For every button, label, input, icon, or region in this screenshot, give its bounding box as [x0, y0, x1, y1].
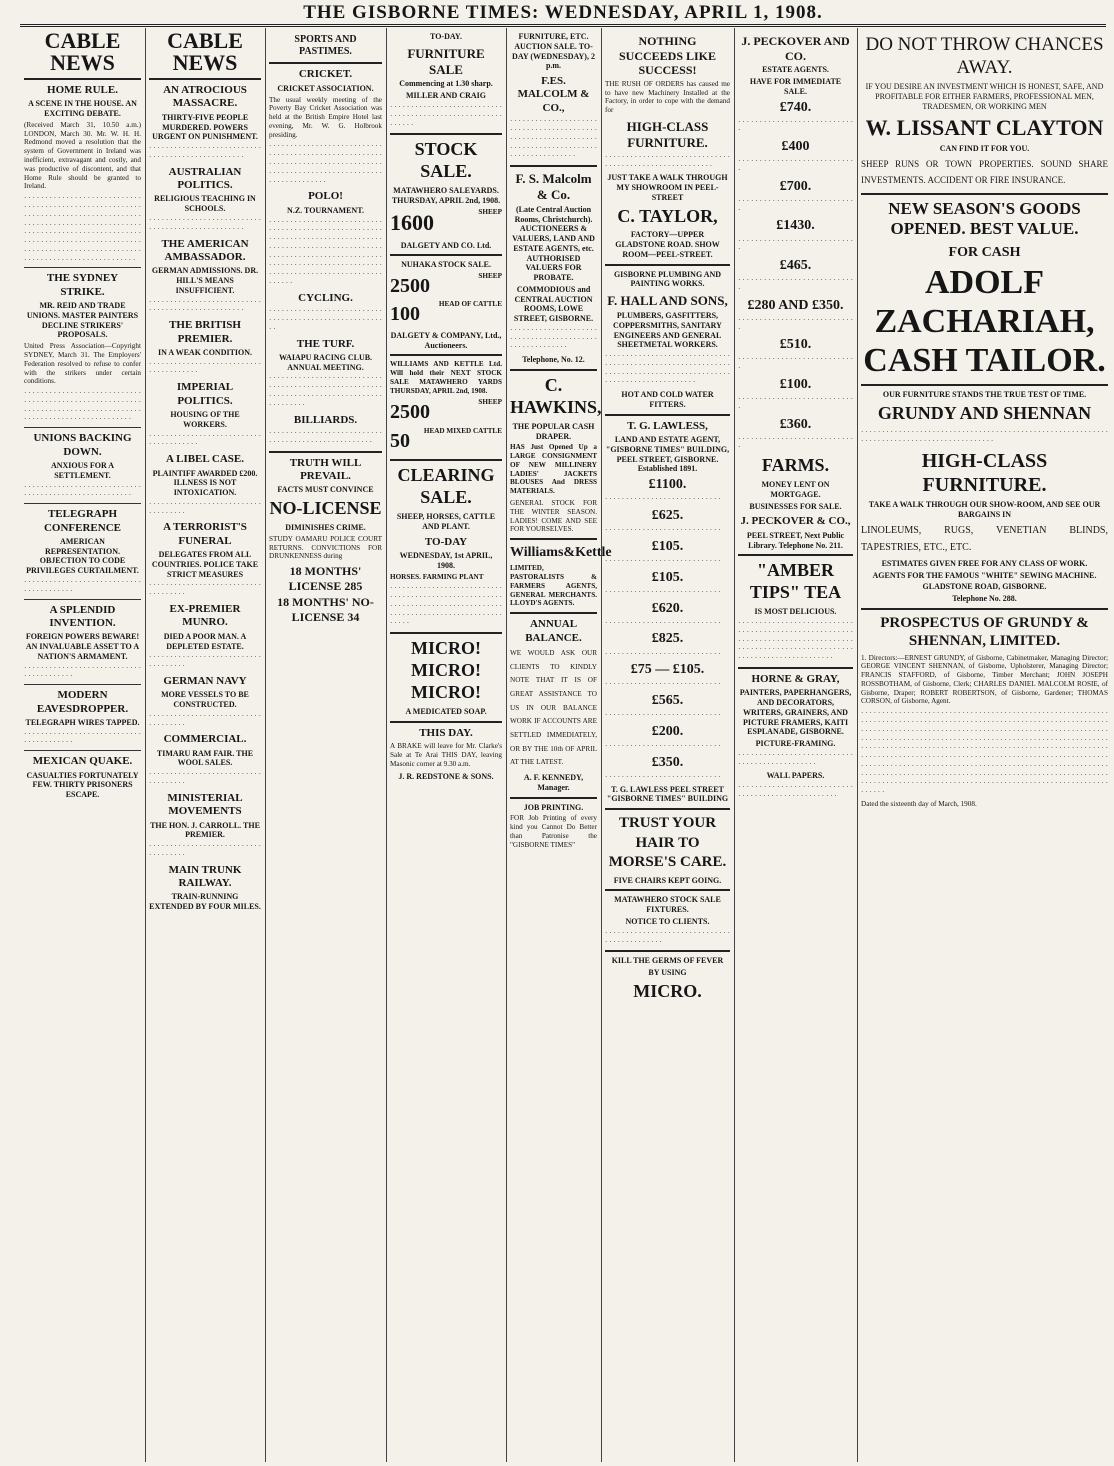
ad-headline: NUHAKA STOCK SALE. — [401, 260, 491, 270]
ad-subhead: PICTURE-FRAMING. — [755, 739, 836, 749]
column-rule — [601, 28, 602, 1462]
ad-number: 2500 — [390, 401, 430, 424]
article-headline: COMMERCIAL. — [163, 733, 247, 746]
ad-subhead: NOTICE TO CLIENTS. — [625, 916, 710, 926]
ad-stat: 18 MONTHS' LICENSE 285 — [288, 564, 363, 593]
ad-kicker: GISBORNE PLUMBING AND PAINTING WORKS. — [613, 269, 722, 289]
property-price: £510. — [779, 337, 812, 353]
article-headline: MEXICAN QUAKE. — [32, 755, 133, 768]
ad-body: 1. Directors:—ERNEST GRUNDY, of Gisborne, Cabinetmaker, Managing Director; GEORGE VINCENT SHENNAN, of Gisborne, Upholsterer, Managing Director; FRANCIS STAFFORD, of Gisborne, Timber Merchant; JOHN JOSEPH ROSSBOTHAM, of Gisborne, Clerk; CHARLES DANIEL MALCOLM ROSIE, of Gisborne, Draper; ROBERT ROBERTSON, of Gisborne, Gardener; THOMAS CORSON, of Gisborne, Agent. — [861, 653, 1108, 706]
ad-firm: GRUNDY AND SHENNAN — [877, 403, 1092, 424]
ad-kicker: OUR FURNITURE STANDS THE TRUE TEST OF TIME. — [882, 390, 1087, 400]
article-subhead: THE HON. J. CARROLL. THE PREMIER. — [150, 820, 260, 840]
column-rule — [265, 28, 266, 1462]
listing-filler: · · · · · · · · · · · · · · · · · · · · · · · · · · · · — [738, 157, 853, 174]
property-price: £360. — [779, 416, 812, 432]
section-banner: CABLE NEWS — [44, 28, 121, 75]
ad-subhead: CAN FIND IT FOR YOU. — [939, 144, 1030, 154]
article-subhead: TRAIN-RUNNING EXTENDED BY FOUR MILES. — [149, 892, 261, 912]
listing-filler: · · · · · · · · · · · · · · · · · · · · · · · · · · · · — [738, 434, 853, 452]
article-headline: MINISTERIAL MOVEMENTS — [167, 791, 243, 818]
article-subhead: ANXIOUS FOR A SETTLEMENT. — [50, 461, 115, 480]
listing-filler: · · · · · · · · · · · · · · · · · · · · · · · · · · · · — [738, 196, 853, 214]
article-subhead: N.Z. TOURNAMENT. — [287, 205, 364, 215]
ad-subhead: BY USING — [648, 968, 687, 978]
ad-firm: DALGETY AND CO. Ltd. — [400, 240, 492, 250]
column-3: SPORTS AND PASTIMES. CRICKET. CRICKET ASSOCIATION. The usual weekly meeting of the Poverty Bay Cricket Association was held at the British Empire Hotel last evening, Mr. W. G. Holbrook presiding. · · · · · · · · · · · · · · · · · · · · · · · · · · · · · · · · · · · · · · · · · · · · · · · · · · · · · · · · · · · · · · · · · · · · · · · · · · · · · · · · · · · · · · · · · · · · · · · · · · · · · · · · · · · · · · · · · · · · · · · · · · POLO! N.Z. TOURNAMENT. · · · · · · · · · · · · · · · · · · · · · · · · · · · · · · · · · · · · · · · · · · · · · · · · · · · · · · · · · · · · · · · · · · · · · · · · · · · · · · · · · · · · · · · · · · · · · · · · · · · · · · · · · · · · · · · · · · · · · · · · · · · · · · · · · · · · · · · · · · · · · · · · · · · · · · · · · · · · · · · · · · · · · · · · · · · · · · · · · · · · · · · · · · · · · · · · · · · CYCLING. · · · · · · · · · · · · · · · · · · · · · · · · · · · · · · · · · · · · · · · · · · · · · · · · · · · · · · · · THE TURF. WAIAPU RACING CLUB. ANNUAL MEETING. · · · · · · · · · · · · · · · · · · · · · · · · · · · · · · · · · · · · · · · · · · · · · · · · · · · · · · · · · · · · · · · · · · · · · · · · · · · · · · · · · · · · · · · · · · BILLIARDS. · · · · · · · · · · · · · · · · · · · · · · · · · · · · · · · · · · · · · · · · · · · · · · · · · · · · TRUTH WILL PREVAIL. FACTS MUST CONVINCE NO-LICENSE DIMINISHES CRIME. STUDY OAMARU POLICE COURT RETURNS. CONVICTIONS FOR DRUNKENNESS during 18 MONTHS' LICENSE 285 18 MONTHS' NO-LICENSE 34 — [269, 34, 382, 624]
ad-body: HAS Just Opened Up a LARGE CONSIGNMENT OF NEW MILLINERY LADIES' JACKETS BLOUSES And DRESS MATERIALS. — [510, 443, 597, 496]
article-subhead: IN A WEAK CONDITION. — [157, 347, 253, 357]
listing-filler: · · · · · · · · · · · · · · · · · · · · · · · · · · · · — [738, 355, 853, 373]
ad-firm: J. PECKOVER & CO., — [740, 515, 851, 528]
ad-subhead: JUST TAKE A WALK THROUGH MY SHOWROOM IN PEEL-STREET — [607, 173, 728, 202]
column-2: CABLE NEWS AN ATROCIOUS MASSACRE. THIRTY-FIVE PEOPLE MURDERED. POWERS URGENT ON PUNISHMENT. · · · · · · · · · · · · · · · · · · · · · · · · · · · · · · · · · · · · · · · · · · · · · · · · · · AUSTRALIAN POLITICS. RELIGIOUS TEACHING IN SCHOOLS. · · · · · · · · · · · · · · · · · · · · · · · · · · · · · · · · · · · · · · · · · · · · · · · · · · THE AMERICAN AMBASSADOR. GERMAN ADMISSIONS. DR. HILL'S MEANS INSUFFICIENT. · · · · · · · · · · · · · · · · · · · · · · · · · · · · · · · · · · · · · · · · · · · · · · · · · · THE BRITISH PREMIER. IN A WEAK CONDITION. · · · · · · · · · · · · · · · · · · · · · · · · · · · · · · · · · · · · · · · IMPERIAL POLITICS. HOUSING OF THE WORKERS. · · · · · · · · · · · · · · · · · · · · · · · · · · · · · · · · · · · · · · · A LIBEL CASE. PLAINTIFF AWARDED £200. ILLNESS IS NOT INTOXICATION. · · · · · · · · · · · · · · · · · · · · · · · · · · · · · · · · · · · · A TERRORIST'S FUNERAL DELEGATES FROM ALL COUNTRIES. POLICE TAKE STRICT MEASURES · · · · · · · · · · · · · · · · · · · · · · · · · · · · · · · · · · · · EX-PREMIER MUNRO. DIED A POOR MAN. A DEPLETED ESTATE. · · · · · · · · · · · · · · · · · · · · · · · · · · · · · · · · · · · · GERMAN NAVY MORE VESSELS TO BE CONSTRUCTED. · · · · · · · · · · · · · · · · · · · · · · · · · · · · · · · · · · · · COMMERCIAL. TIMARU RAM FAIR. THE WOOL SALES. · · · · · · · · · · · · · · · · · · · · · · · · · · · · · · · · · · · · MINISTERIAL MOVEMENTS THE HON. J. CARROLL. THE PREMIER. · · · · · · · · · · · · · · · · · · · · · · · · · · · · · · · · · · · · MAIN TRUNK RAILWAY. TRAIN-RUNNING EXTENDED BY FOUR MILES. — [149, 28, 261, 912]
article-headline: THE SYDNEY STRIKE. — [46, 272, 119, 298]
ad-firm: J. R. REDSTONE & SONS. — [398, 771, 494, 781]
ad-headline: THIS DAY. — [419, 726, 473, 739]
ad-headline: T. G. LAWLESS, — [627, 419, 708, 432]
ad-firm: C. TAYLOR, — [617, 205, 718, 226]
ad-phone: Telephone No. 288. — [952, 594, 1017, 604]
listing-filler: · · · · · · · · · · · · · · · · · · · · · · · · · · · · — [605, 742, 721, 751]
listing-filler: · · · · · · · · · · · · · · · · · · · · · · · · · · · · — [605, 680, 721, 689]
ad-subhead: IF YOU DESIRE AN INVESTMENT WHICH IS HONEST, SAFE, AND PROFITABLE FOR EITHER FARMERS, PROFESSIONAL MEN, TRADESMEN, OR WORKING MEN — [865, 82, 1104, 111]
article-subhead: AMERICAN REPRESENTATION. OBJECTION TO CODE PRIVILEGES CURTAILMENT. — [26, 536, 139, 576]
ad-body: A BRAKE will leave for Mr. Clarke's Sale at Te Arai THIS DAY, leaving Masonic corner at 9.30 a.m. — [390, 742, 502, 768]
listing-filler: · · · · · · · · · · · · · · · · · · · · · · · · · · · · — [738, 276, 853, 293]
ad-subhead: HOT AND COLD WATER FITTERS. — [621, 390, 714, 409]
ad-subhead: MONEY LENT ON MORTGAGE. — [761, 480, 830, 499]
ad-headline: DO NOT THROW CHANCES AWAY. — [865, 34, 1104, 79]
ad-headline: TRUST YOUR HAIR TO MORSE'S CARE. — [608, 815, 727, 871]
ad-number: 100 — [390, 303, 420, 326]
ad-subhead: MATAWHERO SALEYARDS. THURSDAY, APRIL 2nd, 1908. — [391, 186, 501, 205]
ad-subhead: FIVE CHAIRS KEPT GOING. — [613, 875, 722, 885]
column-8: DO NOT THROW CHANCES AWAY. IF YOU DESIRE AN INVESTMENT WHICH IS HONEST, SAFE, AND PROFITABLE FOR EITHER FARMERS, PROFESSIONAL MEN, TRADESMEN, OR WORKING MEN W. LISSANT CLAYTON CAN FIND IT FOR YOU. SHEEP RUNS OR TOWN PROPERTIES. SOUND SHARE INVESTMENTS. ACCIDENT OR FIRE INSURANCE. NEW SEASON'S GOODS OPENED. BEST VALUE. FOR CASH ADOLF ZACHARIAH, CASH TAILOR. OUR FURNITURE STANDS THE TRUE TEST OF TIME. GRUNDY AND SHENNAN · · · · · · · · · · · · · · · · · · · · · · · · · · · · · · · · · · · · · · · · · · · · · · · · · · · · · · · · · · · · · · · · · · · · · · · · · · · · · · · · · · · · · · · · · · · HIGH-CLASS FURNITURE. TAKE A WALK THROUGH OUR SHOW-ROOM, AND SEE OUR BARGAINS IN LINOLEUMS, RUGS, VENETIAN BLINDS, TAPESTRIES, ETC., ETC. ESTIMATES GIVEN FREE FOR ANY CLASS OF WORK. AGENTS FOR THE FAMOUS "WHITE" SEWING MACHINE. GLADSTONE ROAD, GISBORNE. Telephone No. 288. PROSPECTUS OF GRUNDY & SHENNAN, LIMITED. 1. Directors:—ERNEST GRUNDY, of Gisborne, Cabinetmaker, Managing Director; GEORGE VINCENT SHENNAN, of Gisborne, Upholsterer, Managing Director; FRANCIS STAFFORD, of Gisborne, Timber Merchant; JOHN JOSEPH ROSSBOTHAM, of Gisborne, Clerk; CHARLES DANIEL MALCOLM ROSIE, of Gisborne, Draper; ROBERT ROBERTSON, of Gisborne, Gardener; THOMAS CORSON, of Gisborne, Agent. · · · · · · · · · · · · · · · · · · · · · · · · · · · · · · · · · · · · · · · · · · · · · · · · · · · · · · · · · · · · · · · · · · · · · · · · · · · · · · · · · · · · · · · · · · · · · · · · · · · · · · · · · · · · · · · · · · · · · · · · · · · · · · · · · · · · · · · · · · · · · · · · · · · · · · · · · · · · · · · · · · · · · · · · · · · · · · · · · · · · · · · · · · · · · · · · · · · · · · · · · · · · · · · · · · · · · · · · · · · · · · · · · · · · · · · · · · · · · · · · · · · · · · · · · · · · · · · · · · · · · · · · · · · · · · · · · · · · · · · · · · · · · · · · · · · · · · · · · · · · · · · · · · · · · · · · · · · · · · · · · · · · · · · · · · · · · · · · · · · · · · · · · · · · · · · · · · · · · · · · · · · · · · · · · · · · · · · · · · · · · · · · · · · · · · · · · · · · · · · · · · · · · · · · · · · · · · · · · · · · · · · · · · · · · · · · · · · · · · · · · · · · · · · · · · · · · · · · · · · · · · · · · · · · · · · · · · · · · · · · · · · · · · · · · · · · · · · · · · · · · · · · · · · · · · · · · · · · · · · · · · · · · · · · · · · · · · · · · Dated the sixteenth day of March, 1908. — [861, 34, 1108, 809]
ad-headline: CLEARING SALE. — [397, 465, 495, 508]
ad-headline: J. PECKOVER AND CO. — [741, 34, 850, 63]
article-headline: IMPERIAL POLITICS. — [176, 381, 234, 407]
ad-headline: FURNITURE SALE — [407, 45, 485, 77]
ad-headline: HORNE & GRAY, — [751, 672, 840, 685]
ad-subhead: BUSINESSES FOR SALE. — [749, 501, 842, 511]
article-subhead: TIMARU RAM FAIR. THE WOOL SALES. — [156, 748, 254, 768]
article-subhead: DIED A POOR MAN. A DEPLETED ESTATE. — [163, 631, 247, 651]
property-price: £75 — £105. — [630, 662, 705, 678]
listing-filler: · · · · · · · · · · · · · · · · · · · · · · · · · · · · — [605, 772, 721, 781]
property-price: £105. — [651, 569, 684, 585]
section-banner: SPORTS AND PASTIMES. — [294, 34, 357, 58]
ad-subhead: PLUMBERS, GASFITTERS, COPPERSMITHS, SANITARY ENGINEERS AND GENERAL SHEETMETAL WORKERS. — [613, 311, 722, 350]
column-rule — [734, 28, 735, 1462]
listing-filler: · · · · · · · · · · · · · · · · · · · · · · · · · · · · — [605, 495, 721, 504]
article-headline: TELEGRAPH CONFERENCE — [43, 508, 121, 534]
ad-subhead: SHEEP, HORSES, CATTLE AND PLANT. — [396, 512, 496, 531]
ad-text: HEAD MIXED CATTLE — [423, 426, 502, 435]
article-body: The usual weekly meeting of the Poverty Bay Cricket Association was held at the British Empire Hotel last evening, Mr. W. G. Holbrook presiding. — [269, 95, 382, 139]
listing-filler: · · · · · · · · · · · · · · · · · · · · · · · · · · · · — [605, 711, 721, 720]
masthead — [20, 2, 1106, 27]
article-subhead: CASUALTIES FORTUNATELY FEW. THIRTY PRISONERS ESCAPE. — [26, 770, 139, 800]
listing-filler: · · · · · · · · · · · · · · · · · · · · · · · · · · · · — [738, 117, 853, 135]
ad-headline: F. HALL AND SONS, — [607, 293, 728, 309]
ad-headline: NOTHING SUCCEEDS LIKE SUCCESS! — [618, 34, 717, 78]
ad-headline: KILL THE GERMS OF FEVER — [611, 956, 724, 966]
article-subhead: CRICKET ASSOCIATION. — [277, 83, 374, 93]
article-body: United Press Association—Copyright SYDNEY, March 31. The Employers' Federation resolved to refuse to confer with the strikers under certain conditions. — [24, 342, 141, 386]
ad-firm: ADOLF ZACHARIAH, CASH TAILOR. — [863, 264, 1106, 380]
column-1: CABLE NEWS HOME RULE. A SCENE IN THE HOUSE. AN EXCITING DEBATE. (Received March 31, 10.50 a.m.) LONDON, March 30. Mr. W. H. H. Redmond moved a resolution that the system of Government in Ireland was inefficient, extravagant and costly, and was productive of discontent, and that Home Rule should be granted to Ireland. · · · · · · · · · · · · · · · · · · · · · · · · · · · · · · · · · · · · · · · · · · · · · · · · · · · · · · · · · · · · · · · · · · · · · · · · · · · · · · · · · · · · · · · · · · · · · · · · · · · · · · · · · · · · · · · · · · · · · · · · · · · · · · · · · · · · · · · · · · · · · · · · · · · · · · · · · · · · · · · · · · · · · · · · · · · · · · · · · · · · · · · · · · · · · · · · · · · · · · · · · · · · · · · · · · · · · · · · · · · · · · · THE SYDNEY STRIKE. MR. REID AND TRADE UNIONS. MASTER PAINTERS DECLINE STRIKERS' PROPOSALS. United Press Association—Copyright SYDNEY, March 31. The Employers' Federation resolved to refuse to confer with the strikers under certain conditions. · · · · · · · · · · · · · · · · · · · · · · · · · · · · · · · · · · · · · · · · · · · · · · · · · · · · · · · · · · · · · · · · · · · · · · · · · · · · · · · · · · · · · · · · · · · · · · · · · · · · · · · · · · · · · · UNIONS BACKING DOWN. ANXIOUS FOR A SETTLEMENT. · · · · · · · · · · · · · · · · · · · · · · · · · · · · · · · · · · · · · · · · · · · · · · · · · · · · · · TELEGRAPH CONFERENCE AMERICAN REPRESENTATION. OBJECTION TO CODE PRIVILEGES CURTAILMENT. · · · · · · · · · · · · · · · · · · · · · · · · · · · · · · · · · · · · · · · · A SPLENDID INVENTION. FOREIGN POWERS BEWARE! AN INVALUABLE ASSET TO A NATION'S ARMAMENT. · · · · · · · · · · · · · · · · · · · · · · · · · · · · · · · · · · · · · · · · MODERN EAVESDROPPER. TELEGRAPH WIRES TAPPED. · · · · · · · · · · · · · · · · · · · · · · · · · · · · · · · · · · · · · · · · MEXICAN QUAKE. CASUALTIES FORTUNATELY FEW. THIRTY PRISONERS ESCAPE. — [24, 28, 141, 800]
listing-filler: · · · · · · · · · · · · · · · · · · · · · · · · · · · · — [738, 315, 853, 333]
ad-headline: "AMBER TIPS" TEA — [749, 560, 842, 603]
ad-body: LIMITED, PASTORALISTS & FARMERS AGENTS, GENERAL MERCHANTS. LLOYD'S AGENTS. — [510, 564, 597, 608]
listing-filler: · · · · · · · · · · · · · · · · · · · · · · · · · · · · — [605, 618, 721, 627]
ad-headline: Williams&Kettle — [510, 545, 612, 561]
column-rule — [145, 28, 146, 1462]
article-headline: A LIBEL CASE. — [166, 453, 244, 466]
ad-headline: MICRO! MICRO! MICRO! — [411, 638, 481, 703]
property-price: £825. — [651, 631, 684, 647]
ad-headline: TRUTH WILL PREVAIL. — [289, 456, 362, 482]
ad-subhead: FURNITURE, ETC. AUCTION SALE. TO-DAY (WEDNESDAY), 2 p.m. — [512, 32, 595, 71]
article-headline: A SPLENDID INVENTION. — [49, 603, 116, 629]
ad-text: SHEEP — [478, 272, 502, 281]
ad-firm: DALGETY & COMPANY, Ltd., Auctioneers. — [390, 330, 502, 350]
listing-filler: · · · · · · · · · · · · · · · · · · · · · · · · · · · · — [605, 556, 721, 565]
article-subhead: PLAINTIFF AWARDED £200. ILLNESS IS NOT INTOXICATION. — [152, 468, 258, 498]
article-subhead: TELEGRAPH WIRES TAPPED. — [25, 717, 140, 727]
ad-body: THE RUSH OF ORDERS has caused me to have new Machinery Installed at the Factory, in order to cope with the demand for — [605, 79, 730, 115]
ad-firm: T. G. LAWLESS PEEL STREET "GISBORNE TIMES" BUILDING — [606, 784, 729, 804]
ad-subhead: Commencing at 1.30 sharp. — [399, 79, 493, 89]
column-6: NOTHING SUCCEEDS LIKE SUCCESS! THE RUSH OF ORDERS has caused me to have new Machinery Installed at the Factory, in order to cope with the demand for HIGH-CLASS FURNITURE. · · · · · · · · · · · · · · · · · · · · · · · · · · · · · · · · · · · · · · · · · · · · · · · · · · · · · · · · JUST TAKE A WALK THROUGH MY SHOWROOM IN PEEL-STREET C. TAYLOR, FACTORY—UPPER GLADSTONE ROAD. SHOW ROOM—PEEL-STREET. GISBORNE PLUMBING AND PAINTING WORKS. F. HALL AND SONS, PLUMBERS, GASFITTERS, COPPERSMITHS, SANITARY ENGINEERS AND GENERAL SHEETMETAL WORKERS. · · · · · · · · · · · · · · · · · · · · · · · · · · · · · · · · · · · · · · · · · · · · · · · · · · · · · · · · · · · · · · · · · · · · · · · · · · · · · · · · · · · · · · · · · · · · · · · · · · · · · · · · · · · · · · · · HOT AND COLD WATER FITTERS. T. G. LAWLESS, LAND AND ESTATE AGENT, "GISBORNE TIMES" BUILDING, PEEL STREET, GISBORNE. Established 1891. £1100. · · · · · · · · · · · · · · · · · · · · · · · · · · · · £625. · · · · · · · · · · · · · · · · · · · · · · · · · · · · £105. · · · · · · · · · · · · · · · · · · · · · · · · · · · · £105. · · · · · · · · · · · · · · · · · · · · · · · · · · · · £620. · · · · · · · · · · · · · · · · · · · · · · · · · · · · £825. · · · · · · · · · · · · · · · · · · · · · · · · · · · · £75 — £105. · · · · · · · · · · · · · · · · · · · · · · · · · · · · £565. · · · · · · · · · · · · · · · · · · · · · · · · · · · · £200. · · · · · · · · · · · · · · · · · · · · · · · · · · · · £350. · · · · · · · · · · · · · · · · · · · · · · · · · · · · T. G. LAWLESS PEEL STREET "GISBORNE TIMES" BUILDING TRUST YOUR HAIR TO MORSE'S CARE. FIVE CHAIRS KEPT GOING. MATAWHERO STOCK SALE FIXTURES. NOTICE TO CLIENTS. · · · · · · · · · · · · · · · · · · · · · · · · · · · · · · · · · · · · · · · · · · · · KILL THE GERMS OF FEVER BY USING MICRO. — [605, 34, 730, 1001]
article-headline: HOME RULE. — [47, 84, 118, 96]
ad-headline: F.ES. MALCOLM & CO., — [517, 75, 590, 114]
column-4: TO-DAY. FURNITURE SALE Commencing at 1.30 sharp. MILLER AND CRAIG · · · · · · · · · · · · · · · · · · · · · · · · · · · · · · · · · · · · · · · · · · · · · · · · · · · · · · · · · · · · STOCK SALE. MATAWHERO SALEYARDS. THURSDAY, APRIL 2nd, 1908. 1600 SHEEP DALGETY AND CO. Ltd. NUHAKA STOCK SALE. 2500 SHEEP 100 HEAD OF CATTLE DALGETY & COMPANY, Ltd., Auctioneers. WILLIAMS AND KETTLE Ltd. Will hold their NEXT STOCK SALE MATAWHERO YARDS THURSDAY, APRIL 2nd, 1908. 2500 SHEEP 50 HEAD MIXED CATTLE CLEARING SALE. SHEEP, HORSES, CATTLE AND PLANT. TO-DAY WEDNESDAY, 1st APRIL, 1908. HORSES. FARMING PLANT · · · · · · · · · · · · · · · · · · · · · · · · · · · · · · · · · · · · · · · · · · · · · · · · · · · · · · · · · · · · · · · · · · · · · · · · · · · · · · · · · · · · · · · · · · · · · · · · · · · · · · · · · · · · · · · · · MICRO! MICRO! MICRO! A MEDICATED SOAP. THIS DAY. A BRAKE will leave for Mr. Clarke's Sale at Te Arai THIS DAY, leaving Masonic corner at 9.30 a.m. J. R. REDSTONE & SONS. — [390, 32, 502, 781]
ad-subhead: TAKE A WALK THROUGH OUR SHOW-ROOM, AND SEE OUR BARGAINS IN — [868, 500, 1101, 520]
ad-headline: WILLIAMS AND KETTLE Ltd. Will hold their NEXT STOCK SALE MATAWHERO YARDS THURSDAY, APRIL 2nd, 1908. — [390, 360, 502, 395]
property-price: £100. — [779, 376, 812, 392]
article-subhead: THIRTY-FIVE PEOPLE MURDERED. POWERS URGENT ON PUNISHMENT. — [152, 112, 258, 142]
ad-headline: ANNUAL BALANCE. — [525, 618, 582, 644]
property-price: £1100. — [648, 477, 687, 493]
ad-phone: Telephone, No. 12. — [522, 355, 585, 365]
property-price: £1430. — [776, 218, 815, 234]
property-price: £200. — [651, 724, 684, 739]
ad-subhead: WEDNESDAY, 1st APRIL, 1908. — [399, 551, 493, 570]
ad-address: GLADSTONE ROAD, GISBORNE. — [922, 582, 1047, 592]
article-headline: THE BRITISH PREMIER. — [169, 319, 241, 345]
article-headline: MODERN EAVESDROPPER. — [36, 689, 129, 715]
property-price: £700. — [779, 178, 812, 194]
newspaper-title: THE GISBORNE TIMES: WEDNESDAY, APRIL 1, 1908. — [303, 2, 823, 23]
ad-body: SHEEP RUNS OR TOWN PROPERTIES. SOUND SHARE INVESTMENTS. ACCIDENT OR FIRE INSURANCE. — [861, 159, 1108, 186]
ad-address: FACTORY—UPPER GLADSTONE ROAD. SHOW ROOM—PEEL-STREET. — [615, 230, 720, 259]
ad-text: SHEEP — [478, 207, 502, 216]
property-price: £465. — [779, 258, 812, 274]
property-price: £625. — [651, 507, 684, 523]
ad-headline: STOCK SALE. — [414, 139, 478, 182]
ad-subhead: A MEDICATED SOAP. — [405, 707, 487, 717]
ad-headline: HIGH-CLASS FURNITURE. — [921, 449, 1048, 497]
listing-filler: · · · · · · · · · · · · · · · · · · · · · · · · · · · · — [605, 526, 721, 535]
section-banner: CABLE NEWS — [167, 28, 243, 75]
ad-number: 50 — [390, 429, 410, 452]
article-headline: EX-PREMIER MUNRO. — [169, 602, 241, 629]
article-headline: THE AMERICAN AMBASSADOR. — [161, 237, 249, 263]
ad-firm: A. F. KENNEDY, Manager. — [523, 773, 584, 792]
ad-subhead: COMMODIOUS and CENTRAL AUCTION ROOMS, LOWE STREET, GISBORNE. — [513, 284, 594, 324]
ad-headline: PROSPECTUS OF GRUNDY & SHENNAN, LIMITED. — [880, 614, 1089, 650]
ad-subhead: DIMINISHES CRIME. — [285, 523, 366, 533]
ad-headline: MATAWHERO STOCK SALE FIXTURES. — [614, 895, 721, 915]
ad-body: GENERAL STOCK FOR THE WINTER SEASON. LADIES! COME AND SEE FOR YOURSELVES. — [510, 499, 597, 534]
property-price: £740. — [779, 99, 812, 115]
property-price: £565. — [651, 693, 684, 709]
article-subhead: DELEGATES FROM ALL COUNTRIES. POLICE TAKE STRICT MEASURES — [151, 550, 259, 579]
listing-filler: · · · · · · · · · · · · · · · · · · · · · · · · · · · · — [605, 649, 721, 658]
article-subhead: A SCENE IN THE HOUSE. AN EXCITING DEBATE. — [28, 99, 137, 119]
ad-body: LINOLEUMS, RUGS, VENETIAN BLINDS, TAPESTRIES, ETC., ETC. — [861, 524, 1108, 553]
ad-subhead: (Late Central Auction Rooms, Christchurch). AUCTIONEERS & VALUERS, LAND AND ESTATE AGENTS, etc. AUTHORISED VALUERS FOR PROBATE. — [512, 204, 595, 283]
ad-subhead: AGENTS FOR THE FAMOUS "WHITE" SEWING MACHINE. — [872, 570, 1097, 580]
article-headline: CRICKET. — [298, 68, 353, 81]
ad-subhead: FACTS MUST CONVINCE — [277, 485, 374, 495]
ad-headline: TO-DAY — [424, 535, 468, 548]
listing-filler: · · · · · · · · · · · · · · · · · · · · · · · · · · · · — [738, 236, 853, 254]
property-price: £350. — [651, 754, 684, 770]
ad-firm: W. LISSANT CLAYTON — [865, 114, 1104, 140]
ad-body: HORSES. FARMING PLANT — [390, 572, 484, 581]
article-headline: UNIONS BACKING DOWN. — [33, 432, 132, 458]
ad-kicker: TO-DAY. — [430, 32, 462, 41]
ad-body: STUDY OAMARU POLICE COURT RETURNS. CONVICTIONS FOR DRUNKENNESS during — [269, 534, 382, 561]
ad-headline: NO-LICENSE — [269, 498, 382, 519]
column-rule — [386, 28, 387, 1462]
ad-subhead: HAVE FOR IMMEDIATE SALE. — [749, 77, 842, 96]
ad-headline: MICRO. — [633, 980, 702, 1001]
ad-subhead: IS MOST DELICIOUS. — [754, 607, 837, 617]
ad-headline: FARMS. — [761, 455, 830, 476]
article-headline: THE TURF. — [296, 337, 355, 350]
article-headline: AUSTRALIAN POLITICS. — [168, 165, 242, 192]
ad-subhead: PAINTERS, PAPERHANGERS, AND DECORATORS, WRITERS, GRAINERS, AND PICTURE FRAMERS, KAITI ESPLANADE, GISBORNE. — [739, 688, 852, 737]
article-subhead: MORE VESSELS TO BE CONSTRUCTED. — [161, 690, 249, 709]
listing-filler: · · · · · · · · · · · · · · · · · · · · · · · · · · · · — [738, 395, 853, 412]
ad-text: SHEEP — [478, 398, 502, 407]
ad-subhead: WALL PAPERS. — [766, 771, 825, 781]
ad-footer: Dated the sixteenth day of March, 1908. — [861, 800, 977, 809]
article-headline: A TERRORIST'S FUNERAL — [163, 521, 247, 547]
ad-address: PEEL STREET, Next Public Library. Telephone No. 211. — [746, 530, 845, 550]
column-rule — [506, 28, 507, 1462]
article-headline: GERMAN NAVY — [163, 674, 247, 687]
ad-stat: 18 MONTHS' NO-LICENSE 34 — [277, 595, 374, 624]
column-7: J. PECKOVER AND CO. ESTATE AGENTS. HAVE FOR IMMEDIATE SALE. £740. · · · · · · · · · · · · · · · · · · · · · · · · · · · · £400 · · · · · · · · · · · · · · · · · · · · · · · · · · · · £700. · · · · · · · · · · · · · · · · · · · · · · · · · · · · £1430. · · · · · · · · · · · · · · · · · · · · · · · · · · · · £465. · · · · · · · · · · · · · · · · · · · · · · · · · · · · £280 AND £350. · · · · · · · · · · · · · · · · · · · · · · · · · · · · £510. · · · · · · · · · · · · · · · · · · · · · · · · · · · · £100. · · · · · · · · · · · · · · · · · · · · · · · · · · · · £360. · · · · · · · · · · · · · · · · · · · · · · · · · · · · FARMS. MONEY LENT ON MORTGAGE. BUSINESSES FOR SALE. J. PECKOVER & CO., PEEL STREET, Next Public Library. Telephone No. 211. "AMBER TIPS" TEA IS MOST DELICIOUS. · · · · · · · · · · · · · · · · · · · · · · · · · · · · · · · · · · · · · · · · · · · · · · · · · · · · · · · · · · · · · · · · · · · · · · · · · · · · · · · · · · · · · · · · · · · · · · · · · · · · · · · · · · · · · · · · · · · · · · · · · · · · · · · · · · · HORNE & GRAY, PAINTERS, PAPERHANGERS, AND DECORATORS, WRITERS, GRAINERS, AND PICTURE FRAMERS, KAITI ESPLANADE, GISBORNE. PICTURE-FRAMING. · · · · · · · · · · · · · · · · · · · · · · · · · · · · · · · · · · · · · · · · · · · · · · WALL PAPERS. · · · · · · · · · · · · · · · · · · · · · · · · · · · · · · · · · · · · · · · · · · · · · · · · · · · — [738, 34, 853, 800]
ad-body: FOR Job Printing of every kind you Cannot Do Better than Patronise the "GISBORNE TIMES" — [510, 814, 597, 849]
property-price: £400 — [781, 139, 810, 155]
ad-subhead: THE POPULAR CASH DRAPER. — [512, 421, 595, 441]
article-headline: BILLIARDS. — [293, 413, 358, 426]
article-subhead: MR. REID AND TRADE UNIONS. MASTER PAINTERS DECLINE STRIKERS' PROPOSALS. — [26, 301, 139, 340]
article-subhead: GERMAN ADMISSIONS. DR. HILL'S MEANS INSUFFICIENT. — [151, 266, 259, 295]
ad-headline: HIGH-CLASS FURNITURE. — [626, 119, 709, 150]
column-5: FURNITURE, ETC. AUCTION SALE. TO-DAY (WEDNESDAY), 2 p.m. F.ES. MALCOLM & CO., · · · · · · · · · · · · · · · · · · · · · · · · · · · · · · · · · · · · · · · · · · · · · · · · · · · · · · · · · · · · · · · · · · · · · · · · · · · · · · · · · · · · · · · · · · · · · · · · · · · · F. S. Malcolm & Co. (Late Central Auction Rooms, Christchurch). AUCTIONEERS & VALUERS, LAND AND ESTATE AGENTS, etc. AUTHORISED VALUERS FOR PROBATE. COMMODIOUS and CENTRAL AUCTION ROOMS, LOWE STREET, GISBORNE. · · · · · · · · · · · · · · · · · · · · · · · · · · · · · · · · · · · · · · · · · · · · · · · · · · · · · · · · Telephone, No. 12. C. HAWKINS, THE POPULAR CASH DRAPER. HAS Just Opened Up a LARGE CONSIGNMENT OF NEW MILLINERY LADIES' JACKETS BLOUSES And DRESS MATERIALS. GENERAL STOCK FOR THE WINTER SEASON. LADIES! COME AND SEE FOR YOURSELVES. Williams&Kettle LIMITED, PASTORALISTS & FARMERS AGENTS, GENERAL MERCHANTS. LLOYD'S AGENTS. ANNUAL BALANCE. WE WOULD ASK OUR CLIENTS TO KINDLY NOTE THAT IT IS OF GREAT ASSISTANCE TO US IN OUR BALANCE WORK IF ACCOUNTS ARE SETTLED IMMEDIATELY, OR BY THE 10th OF APRIL AT THE LATEST. A. F. KENNEDY, Manager. JOB PRINTING. FOR Job Printing of every kind you Cannot Do Better than Patronise the "GISBORNE TIMES" — [510, 32, 612, 849]
article-subhead: FOREIGN POWERS BEWARE! AN INVALUABLE ASSET TO A NATION'S ARMAMENT. — [25, 632, 140, 661]
ad-firm: MILLER AND CRAIG — [405, 91, 486, 101]
ad-subhead: ESTATE AGENTS. — [762, 65, 829, 75]
ad-headline: JOB PRINTING. — [523, 802, 584, 812]
ad-subhead: FOR CASH — [948, 245, 1021, 261]
listing-filler: · · · · · · · · · · · · · · · · · · · · · · · · · · · · — [605, 587, 721, 596]
article-headline: AN ATROCIOUS MASSACRE. — [163, 84, 247, 110]
ad-number: 1600 — [390, 209, 434, 235]
ad-body: WE WOULD ASK OUR CLIENTS TO KINDLY NOTE THAT IT IS OF GREAT ASSISTANCE TO US IN OUR BALANCE WORK IF ACCOUNTS ARE SETTLED IMMEDIATELY, OR BY THE 10th OF APRIL AT THE LATEST. — [510, 648, 597, 767]
article-headline: MAIN TRUNK RAILWAY. — [168, 863, 242, 890]
property-price: £280 AND £350. — [747, 297, 844, 313]
ad-number: 2500 — [390, 275, 430, 298]
ad-text: HEAD OF CATTLE — [438, 300, 502, 309]
article-subhead: WAIAPU RACING CLUB. ANNUAL MEETING. — [278, 352, 373, 372]
ad-subhead: ESTIMATES GIVEN FREE FOR ANY CLASS OF WORK. — [881, 558, 1088, 568]
article-headline: POLO! — [308, 190, 343, 203]
ad-headline: F. S. Malcolm & Co. — [515, 171, 592, 202]
ad-subhead: LAND AND ESTATE AGENT, "GISBORNE TIMES" BUILDING, PEEL STREET, GISBORNE. Established 1891. — [605, 435, 730, 474]
ad-headline: NEW SEASON'S GOODS OPENED. BEST VALUE. — [888, 198, 1081, 239]
article-subhead: RELIGIOUS TEACHING IN SCHOOLS. — [154, 194, 256, 214]
ad-headline: C. HAWKINS, — [510, 374, 602, 417]
column-rule — [857, 28, 858, 1462]
property-price: £105. — [651, 538, 684, 554]
article-body: (Received March 31, 10.50 a.m.) LONDON, March 30. Mr. W. H. H. Redmond moved a resolution that the system of Government in Ireland was inefficient, extravagant and costly, and was productive of discontent, and that Home Rule should be granted to Ireland. — [24, 120, 141, 191]
property-price: £620. — [651, 600, 684, 616]
article-headline: CYCLING. — [298, 291, 353, 304]
article-subhead: HOUSING OF THE WORKERS. — [170, 410, 240, 429]
